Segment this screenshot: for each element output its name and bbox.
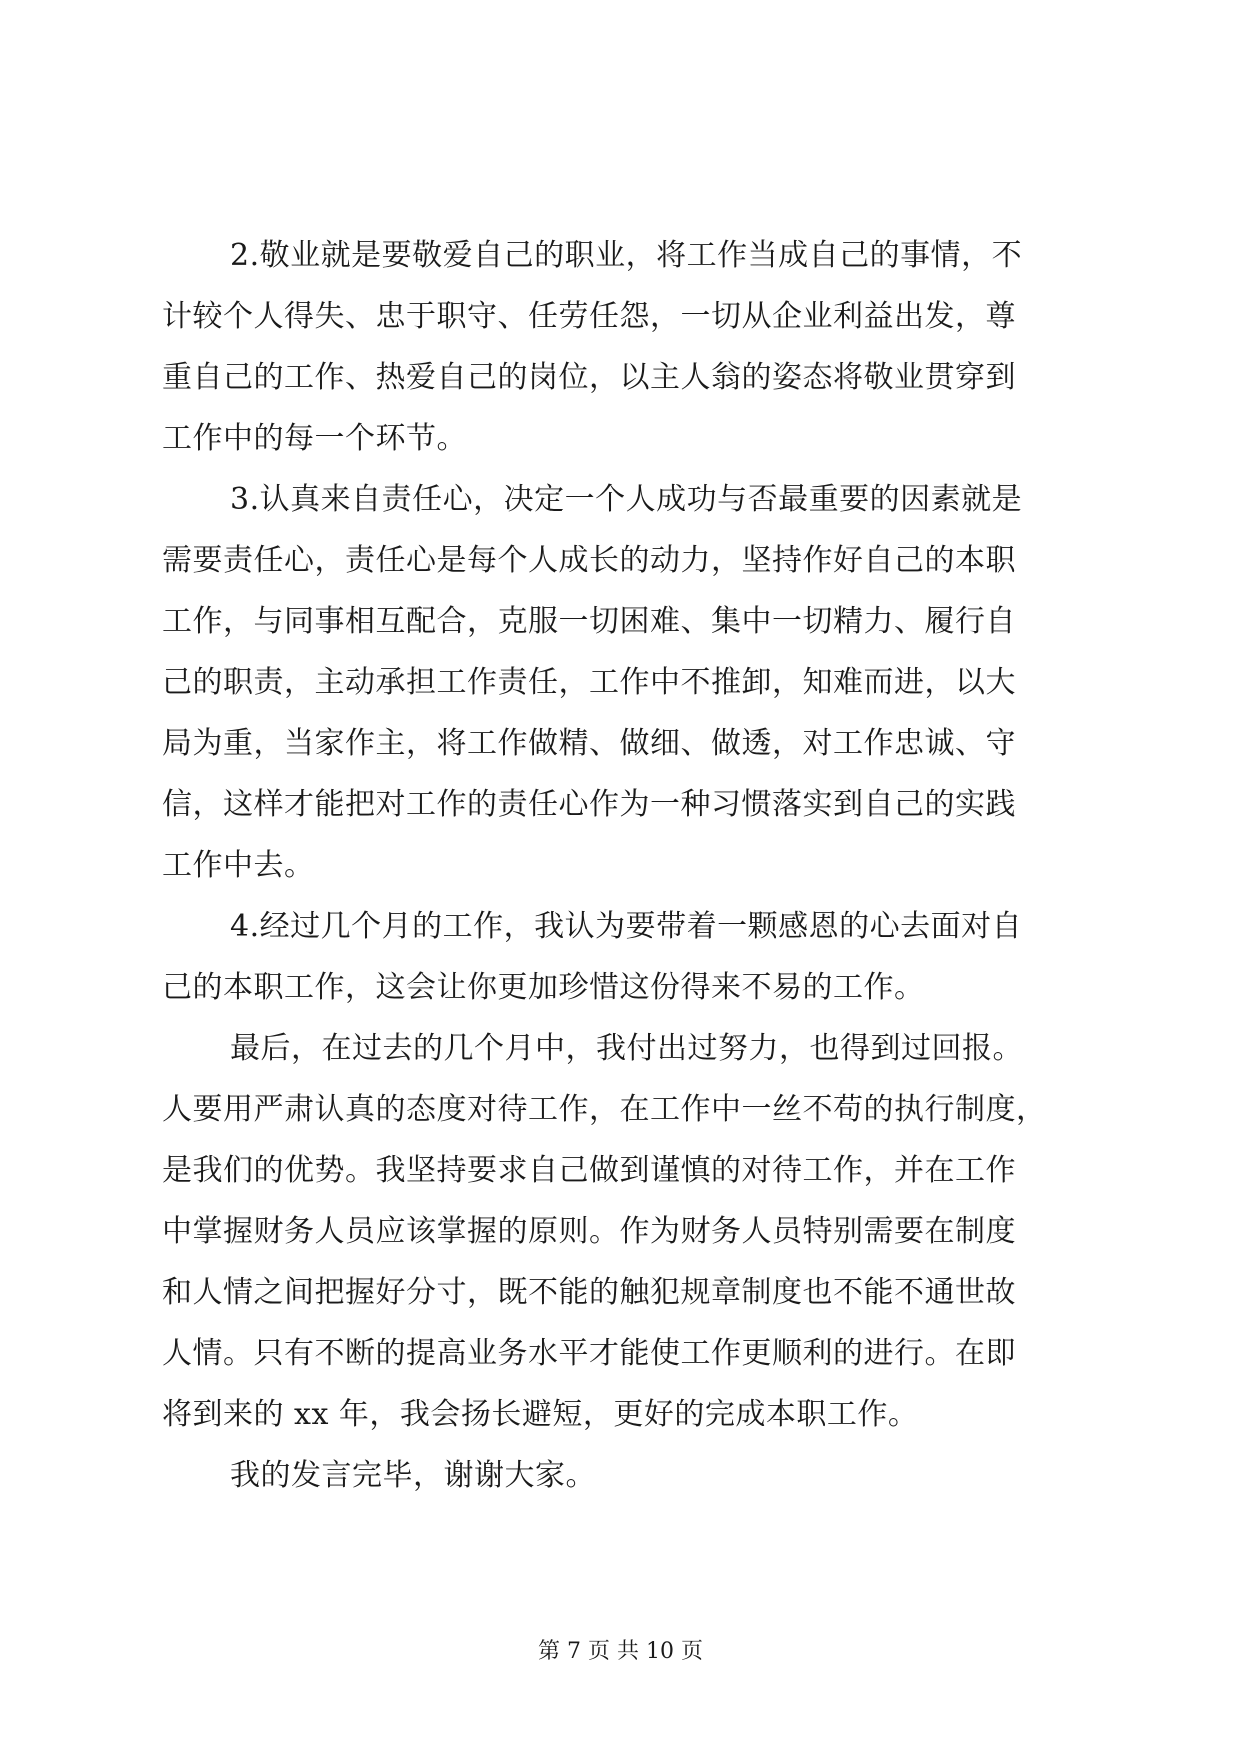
text-line: 2.敬业就是要敬爱自己的职业，将工作当成自己的事情，不 xyxy=(230,238,1023,273)
paragraph-3 xyxy=(162,469,1082,896)
text-line: 己的本职工作，这会让你更加珍惜这份得来不易的工作。 xyxy=(162,970,925,1005)
text-line: 和人情之间把握好分寸，既不能的触犯规章制度也不能不通世故 xyxy=(162,1275,1016,1310)
text-line: 3.认真来自责任心，决定一个人成功与否最重要的因素就是 xyxy=(230,482,1023,517)
text-line: 计较个人得失、忠于职守、任劳任怨，一切从企业利益出发，尊 xyxy=(162,299,1016,334)
paragraph-closing xyxy=(162,1018,1082,1445)
page-number-footer: 第 7 页 共 10 页 xyxy=(538,1639,703,1664)
text-line: 重自己的工作、热爱自己的岗位，以主人翁的姿态将敬业贯穿到 xyxy=(162,360,1016,395)
document-body xyxy=(162,225,1082,1506)
text-line: 工作中的每一个环节。 xyxy=(162,421,467,456)
text-line: 将到来的 xx 年，我会扬长避短，更好的完成本职工作。 xyxy=(162,1397,919,1432)
text-line: 己的职责，主动承担工作责任，工作中不推卸，知难而进，以大 xyxy=(162,665,1016,700)
text-line: 信，这样才能把对工作的责任心作为一种习惯落实到自己的实践 xyxy=(162,787,1016,822)
text-line: 是我们的优势。我坚持要求自己做到谨慎的对待工作，并在工作 xyxy=(162,1153,1016,1188)
text-line: 4.经过几个月的工作，我认为要带着一颗感恩的心去面对自 xyxy=(230,909,1023,944)
paragraph-4 xyxy=(162,896,1082,1018)
text-line: 最后，在过去的几个月中，我付出过努力，也得到过回报。 xyxy=(230,1031,1023,1066)
text-line: 我的发言完毕，谢谢大家。 xyxy=(230,1458,596,1493)
text-line: 工作，与同事相互配合，克服一切困难、集中一切精力、履行自 xyxy=(162,604,1016,639)
text-line: 人要用严肃认真的态度对待工作，在工作中一丝不苟的执行制度， xyxy=(162,1092,1047,1127)
paragraph-thanks xyxy=(162,1445,1082,1506)
text-line: 需要责任心，责任心是每个人成长的动力，坚持作好自己的本职 xyxy=(162,543,1016,578)
text-line: 工作中去。 xyxy=(162,848,315,883)
text-line: 中掌握财务人员应该掌握的原则。作为财务人员特别需要在制度 xyxy=(162,1214,1016,1249)
text-line: 人情。只有不断的提高业务水平才能使工作更顺利的进行。在即 xyxy=(162,1336,1016,1371)
text-line: 局为重，当家作主，将工作做精、做细、做透，对工作忠诚、守 xyxy=(162,726,1016,761)
paragraph-2 xyxy=(162,225,1082,469)
